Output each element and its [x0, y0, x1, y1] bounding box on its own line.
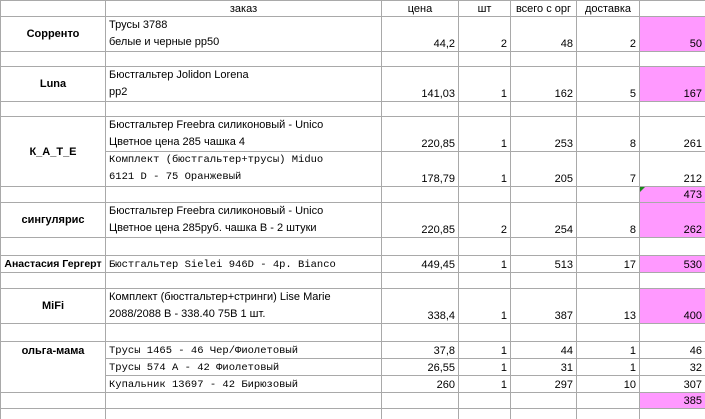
order-line: Комплект (бюстгальтер+стринги) Lise Marie: [109, 291, 331, 303]
header-sum[interactable]: [640, 1, 705, 17]
total-cell[interactable]: 297: [511, 376, 577, 393]
qty-cell[interactable]: 1: [459, 67, 511, 102]
price-cell[interactable]: 44,2: [382, 17, 459, 52]
sum-cell[interactable]: 261: [640, 117, 705, 152]
customer-name[interactable]: сингулярис: [1, 203, 106, 238]
table-row: [1, 17, 705, 52]
qty-cell[interactable]: 1: [459, 152, 511, 187]
total-cell[interactable]: 253: [511, 117, 577, 152]
customer-name[interactable]: Luna: [1, 67, 106, 102]
table-row: [1, 152, 705, 187]
order-line: Цветное цена 285 чашка 4: [109, 136, 245, 148]
total-cell[interactable]: 48: [511, 17, 577, 52]
order-description[interactable]: [106, 117, 382, 152]
spacer-row: [1, 238, 705, 256]
table-row: [1, 376, 705, 393]
order-description[interactable]: [106, 152, 382, 187]
order-line: рр2: [109, 86, 128, 98]
qty-cell[interactable]: 1: [459, 117, 511, 152]
spacer-row: [1, 52, 705, 67]
price-cell[interactable]: 260: [382, 376, 459, 393]
table-row: [1, 256, 705, 273]
table-row: [1, 342, 705, 359]
order-description[interactable]: [106, 289, 382, 324]
order-line: Бюстгальтер Jolidon Lorena: [109, 69, 249, 81]
order-line: белые и черные рр50: [109, 36, 220, 48]
header-qty[interactable]: шт: [459, 1, 511, 17]
header-order[interactable]: заказ: [106, 1, 382, 17]
price-cell[interactable]: 178,79: [382, 152, 459, 187]
total-cell[interactable]: 205: [511, 152, 577, 187]
order-description[interactable]: Бюстгальтер Sielei 946D - 4р. Bianco: [106, 256, 382, 273]
sum-cell[interactable]: 46: [640, 342, 705, 359]
delivery-cell[interactable]: 10: [577, 376, 640, 393]
order-line: Комплект (бюстгальтер+трусы) Miduo: [109, 154, 324, 166]
qty-cell[interactable]: 1: [459, 376, 511, 393]
order-line: 6121 D - 75 Оранжевый: [109, 171, 242, 183]
order-line: Трусы 3788: [109, 19, 168, 31]
delivery-cell[interactable]: 17: [577, 256, 640, 273]
price-cell[interactable]: 338,4: [382, 289, 459, 324]
sum-cell[interactable]: 212: [640, 152, 705, 187]
header-price[interactable]: цена: [382, 1, 459, 17]
price-cell[interactable]: 141,03: [382, 67, 459, 102]
delivery-cell[interactable]: 7: [577, 152, 640, 187]
spacer-row: [1, 324, 705, 342]
delivery-cell[interactable]: 13: [577, 289, 640, 324]
delivery-cell[interactable]: 8: [577, 117, 640, 152]
sum-cell[interactable]: 32: [640, 359, 705, 376]
customer-name[interactable]: MiFi: [1, 289, 106, 324]
customer-name[interactable]: Сорренто: [1, 17, 106, 52]
qty-cell[interactable]: 2: [459, 203, 511, 238]
spacer-row: [1, 102, 705, 117]
order-line: Бюстгальтер Freebra силиконовый - Unico: [109, 205, 324, 217]
delivery-cell[interactable]: 5: [577, 67, 640, 102]
grand-total-value: 473: [683, 189, 702, 201]
header-delivery[interactable]: доставка: [577, 1, 640, 17]
price-cell[interactable]: 220,85: [382, 203, 459, 238]
spacer-row: [1, 273, 705, 289]
order-description[interactable]: [106, 67, 382, 102]
comment-marker-icon: [640, 187, 645, 192]
total-cell[interactable]: 387: [511, 289, 577, 324]
delivery-cell[interactable]: 2: [577, 17, 640, 52]
qty-cell[interactable]: 1: [459, 359, 511, 376]
customer-name[interactable]: ольга-мама: [1, 342, 106, 393]
delivery-cell[interactable]: 1: [577, 342, 640, 359]
delivery-cell[interactable]: 1: [577, 359, 640, 376]
order-description[interactable]: [106, 17, 382, 52]
total-cell[interactable]: 162: [511, 67, 577, 102]
price-cell[interactable]: 26,55: [382, 359, 459, 376]
table-row: [1, 203, 705, 238]
spacer-row: [1, 409, 705, 419]
table-row: [1, 289, 705, 324]
sum-cell[interactable]: 307: [640, 376, 705, 393]
total-cell[interactable]: 44: [511, 342, 577, 359]
qty-cell[interactable]: 1: [459, 342, 511, 359]
subtotal-row: [1, 187, 705, 203]
delivery-cell[interactable]: 8: [577, 203, 640, 238]
order-line: Цветное цена 285руб. чашка В - 2 штуки: [109, 222, 317, 234]
customer-name[interactable]: К_А_Т_Е: [1, 117, 106, 187]
sum-cell[interactable]: 400: [640, 289, 705, 324]
sum-cell[interactable]: 262: [640, 203, 705, 238]
price-cell[interactable]: 449,45: [382, 256, 459, 273]
order-description[interactable]: [106, 203, 382, 238]
table-row: [1, 117, 705, 152]
table-row: [1, 359, 705, 376]
order-description[interactable]: Купальник 13697 - 42 Бирюзовый: [106, 376, 382, 393]
table-row: [1, 67, 705, 102]
customer-name[interactable]: Анастасия Гергерт: [1, 256, 106, 273]
header-row: [1, 1, 705, 17]
total-cell[interactable]: 513: [511, 256, 577, 273]
total-cell[interactable]: 254: [511, 203, 577, 238]
qty-cell[interactable]: 2: [459, 17, 511, 52]
price-cell[interactable]: 220,85: [382, 117, 459, 152]
sum-cell[interactable]: 50: [640, 17, 705, 52]
grand-total-cell[interactable]: [640, 187, 705, 203]
price-cell[interactable]: 37,8: [382, 342, 459, 359]
order-line: 2088/2088 B - 338.40 75B 1 шт.: [109, 308, 266, 320]
qty-cell[interactable]: 1: [459, 256, 511, 273]
sum-cell[interactable]: 530: [640, 256, 705, 273]
subtotal-row: [1, 393, 705, 409]
header-total[interactable]: всего с орг: [511, 1, 577, 17]
order-description[interactable]: Трусы 574 А - 42 Фиолетовый: [106, 359, 382, 376]
total-cell[interactable]: 31: [511, 359, 577, 376]
order-description[interactable]: Трусы 1465 - 46 Чер/Фиолетовый: [106, 342, 382, 359]
header-name-cell[interactable]: [1, 1, 106, 17]
order-line: Бюстгальтер Freebra силиконовый - Unico: [109, 119, 324, 131]
grand-total-cell[interactable]: 385: [640, 393, 705, 409]
qty-cell[interactable]: 1: [459, 289, 511, 324]
sum-cell[interactable]: 167: [640, 67, 705, 102]
